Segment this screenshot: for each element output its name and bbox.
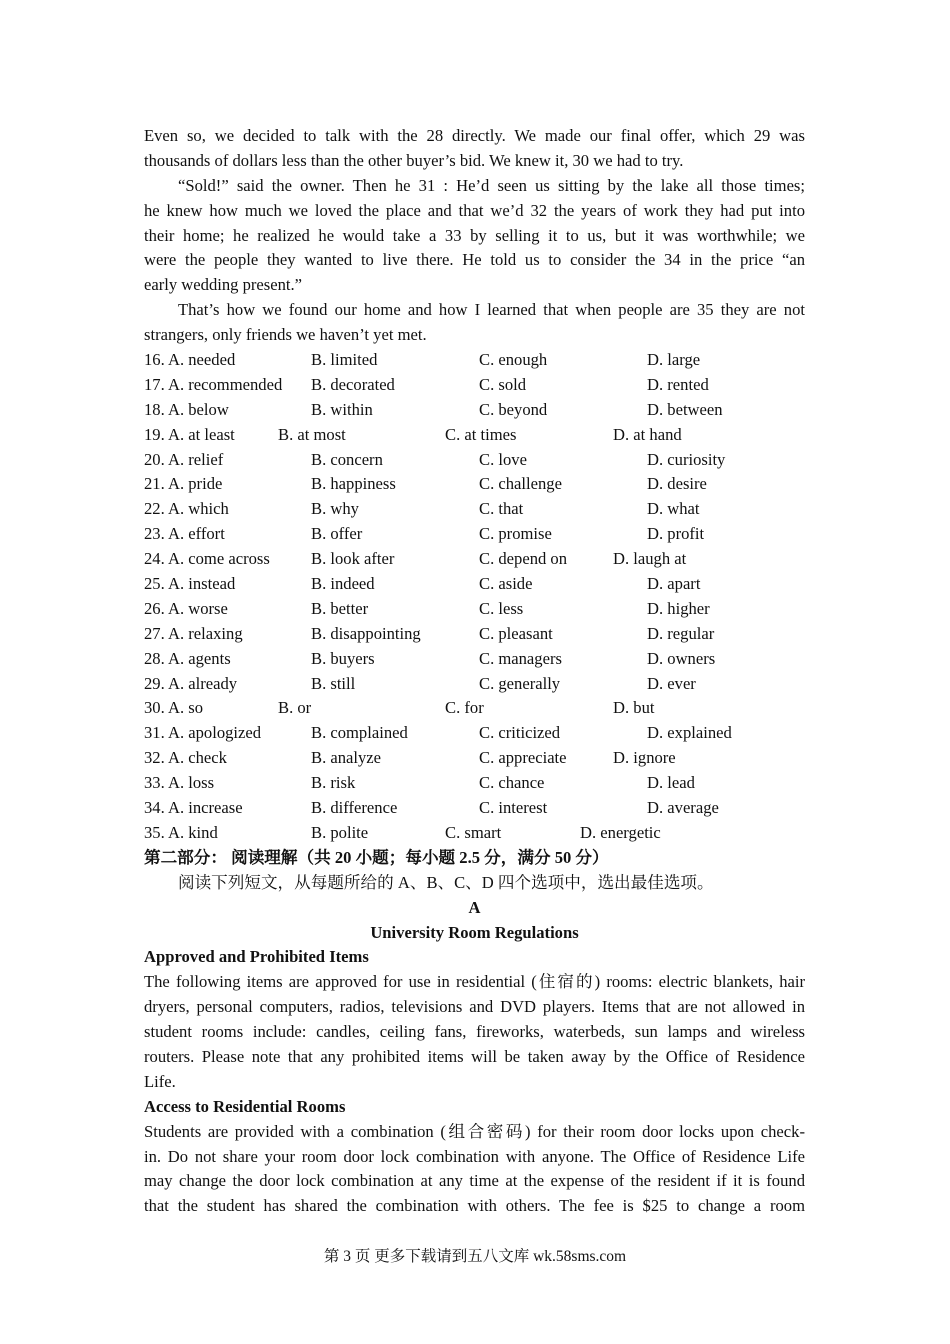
option-b: B. look after [311, 549, 395, 569]
option-d: D. ignore [613, 748, 676, 768]
question-row [144, 696, 805, 721]
option-b: B. complained [311, 723, 408, 743]
paragraph [144, 124, 805, 174]
section-heading: 第二部分： 阅读理解（共 20 小题；每小题 2.5 分，满分 50 分） [144, 847, 609, 867]
option-b: B. within [311, 399, 373, 419]
option-b: B. disappointing [311, 623, 421, 643]
option-c: C. smart [445, 822, 502, 842]
option-d: D. curiosity [647, 449, 726, 469]
option-a: 16. A. needed [144, 350, 236, 370]
question-row [144, 597, 805, 622]
paragraph-line: were the people they wanted to live there. He told us to consider the 34 in the price “an [144, 250, 805, 270]
option-c: C. generally [479, 673, 561, 693]
question-row [144, 572, 805, 597]
option-d: D. regular [647, 623, 715, 643]
option-c: C. appreciate [479, 748, 567, 768]
option-c: C. that [479, 499, 524, 519]
question-row [144, 821, 805, 846]
option-b: B. concern [311, 449, 383, 469]
question-row [144, 796, 805, 821]
option-b: B. why [311, 499, 359, 519]
option-a: 28. A. agents [144, 648, 231, 668]
option-a: 35. A. kind [144, 822, 218, 842]
option-c: C. sold [479, 374, 527, 394]
question-row [144, 622, 805, 647]
option-a: 18. A. below [144, 399, 229, 419]
option-a: 20. A. relief [144, 449, 224, 469]
paragraph-line: “Sold!” said the owner. Then he 31 : He’d seen us sitting by the lake all those times; [178, 175, 805, 195]
page-content [144, 124, 805, 1219]
option-d: D. average [647, 798, 719, 818]
option-b: B. still [311, 673, 356, 693]
option-a: 17. A. recommended [144, 374, 283, 394]
option-b: B. happiness [311, 474, 396, 494]
option-b: B. buyers [311, 648, 375, 668]
cloze-options-list [144, 348, 805, 846]
paragraph-line: may change the door lock combination at any time at the expense of the resident if it is found [144, 1171, 805, 1191]
paragraph-line: routers. Please note that any prohibited items will be taken away by the Office of Residence [144, 1046, 805, 1066]
option-c: C. less [479, 598, 524, 618]
page-footer: 第 3 页 更多下载请到五八文库 wk.58sms.com [323, 1248, 627, 1265]
option-d: D. laugh at [613, 549, 687, 569]
option-d: D. but [613, 698, 655, 718]
option-a: 19. A. at least [144, 424, 235, 444]
question-row [144, 497, 805, 522]
option-b: B. difference [311, 798, 398, 818]
paragraph-line: That’s how we found our home and how I learned that when people are 35 they are not [178, 300, 805, 320]
option-a: 24. A. come across [144, 549, 270, 569]
question-row [144, 647, 805, 672]
question-row [144, 472, 805, 497]
passage-body [144, 945, 805, 1219]
option-d: D. apart [647, 574, 701, 594]
paragraph-line: their home; he realized he would take a 33 by selling it to us, but it was worthwhile; we [144, 225, 805, 245]
option-d: D. energetic [580, 822, 661, 842]
option-b: B. analyze [311, 748, 382, 768]
paragraph [144, 298, 805, 348]
question-row [144, 398, 805, 423]
option-b: B. polite [311, 822, 369, 842]
option-c: C. challenge [479, 474, 562, 494]
option-b: B. better [311, 598, 369, 618]
paragraph-line: Life. [144, 1071, 176, 1091]
option-a: 23. A. effort [144, 524, 225, 544]
question-row [144, 348, 805, 373]
option-d: D. between [647, 399, 723, 419]
option-c: C. managers [479, 648, 562, 668]
option-c: C. for [445, 698, 484, 718]
paragraph-line: that the student has shared the combination with others. The fee is $25 to change a room [144, 1196, 805, 1216]
paragraph-line: The following items are approved for use in residential (住宿的) rooms: electric blankets, hair [144, 972, 805, 992]
cloze-passage-end [144, 124, 805, 348]
question-row [144, 672, 805, 697]
option-c: C. depend on [479, 549, 568, 569]
option-a: 22. A. which [144, 499, 229, 519]
option-c: C. criticized [479, 723, 561, 743]
option-b: B. or [278, 698, 312, 718]
option-d: D. ever [647, 673, 696, 693]
option-a: 26. A. worse [144, 598, 228, 618]
option-b: B. indeed [311, 574, 375, 594]
question-row [144, 373, 805, 398]
question-row [144, 448, 805, 473]
question-row [144, 721, 805, 746]
option-b: B. limited [311, 350, 378, 370]
paragraph-line: dryers, personal computers, radios, televisions and DVD players. Items that are not allowed in [144, 997, 805, 1017]
option-a: 34. A. increase [144, 798, 243, 818]
option-d: D. rented [647, 374, 709, 394]
subsection-heading: Approved and Prohibited Items [144, 947, 369, 967]
question-row [144, 771, 805, 796]
option-d: D. desire [647, 474, 707, 494]
option-b: B. risk [311, 773, 356, 793]
option-c: C. promise [479, 524, 552, 544]
paragraph-line: student rooms include: candles, ceiling fans, fireworks, waterbeds, sun lamps and wireless [144, 1022, 805, 1042]
option-c: C. enough [479, 350, 548, 370]
passage-letter: A [468, 897, 481, 917]
option-c: C. at times [445, 424, 517, 444]
option-d: D. profit [647, 524, 705, 544]
option-b: B. offer [311, 524, 363, 544]
paragraph-line: he knew how much we loved the place and that we’d 32 the years of work they had put into [144, 200, 805, 220]
section-instruction: 阅读下列短文，从每题所给的 A、B、C、D 四个选项中，选出最佳选项。 [178, 872, 714, 892]
option-b: B. decorated [311, 374, 395, 394]
option-a: 32. A. check [144, 748, 227, 768]
question-row [144, 423, 805, 448]
paragraph-line: Even so, we decided to talk with the 28 directly. We made our final offer, which 29 was [144, 126, 805, 145]
option-a: 33. A. loss [144, 773, 215, 793]
option-c: C. aside [479, 574, 533, 594]
option-c: C. interest [479, 798, 548, 818]
question-row [144, 522, 805, 547]
option-d: D. large [647, 350, 701, 370]
paragraph-line: Students are provided with a combination (组合密码) for their room door locks upon check- [144, 1121, 805, 1141]
option-c: C. love [479, 449, 527, 469]
option-b: B. at most [278, 424, 346, 444]
question-row [144, 746, 805, 771]
paragraph-line: early wedding present.” [144, 275, 303, 295]
option-c: C. beyond [479, 399, 548, 419]
option-a: 25. A. instead [144, 574, 236, 594]
option-c: C. chance [479, 773, 545, 793]
option-a: 29. A. already [144, 673, 238, 693]
question-row [144, 547, 805, 572]
option-d: D. higher [647, 598, 710, 618]
paragraph [144, 174, 805, 298]
option-a: 31. A. apologized [144, 723, 262, 743]
subsection-heading: Access to Residential Rooms [144, 1096, 346, 1116]
option-d: D. owners [647, 648, 716, 668]
paragraph-line: strangers, only friends we haven’t yet met. [144, 325, 427, 345]
option-c: C. pleasant [479, 623, 553, 643]
option-d: D. lead [647, 773, 695, 793]
option-a: 21. A. pride [144, 474, 223, 494]
option-a: 30. A. so [144, 698, 204, 718]
passage-title: University Room Regulations [370, 922, 579, 942]
option-d: D. what [647, 499, 700, 519]
paragraph-line: thousands of dollars less than the other buyer’s bid. We knew it, 30 we had to try. [144, 150, 684, 170]
option-d: D. at hand [613, 424, 682, 444]
paragraph-line: in. Do not share your room door lock combination with anyone. The Office of Residence Life [144, 1146, 805, 1166]
option-a: 27. A. relaxing [144, 623, 243, 643]
option-d: D. explained [647, 723, 732, 743]
